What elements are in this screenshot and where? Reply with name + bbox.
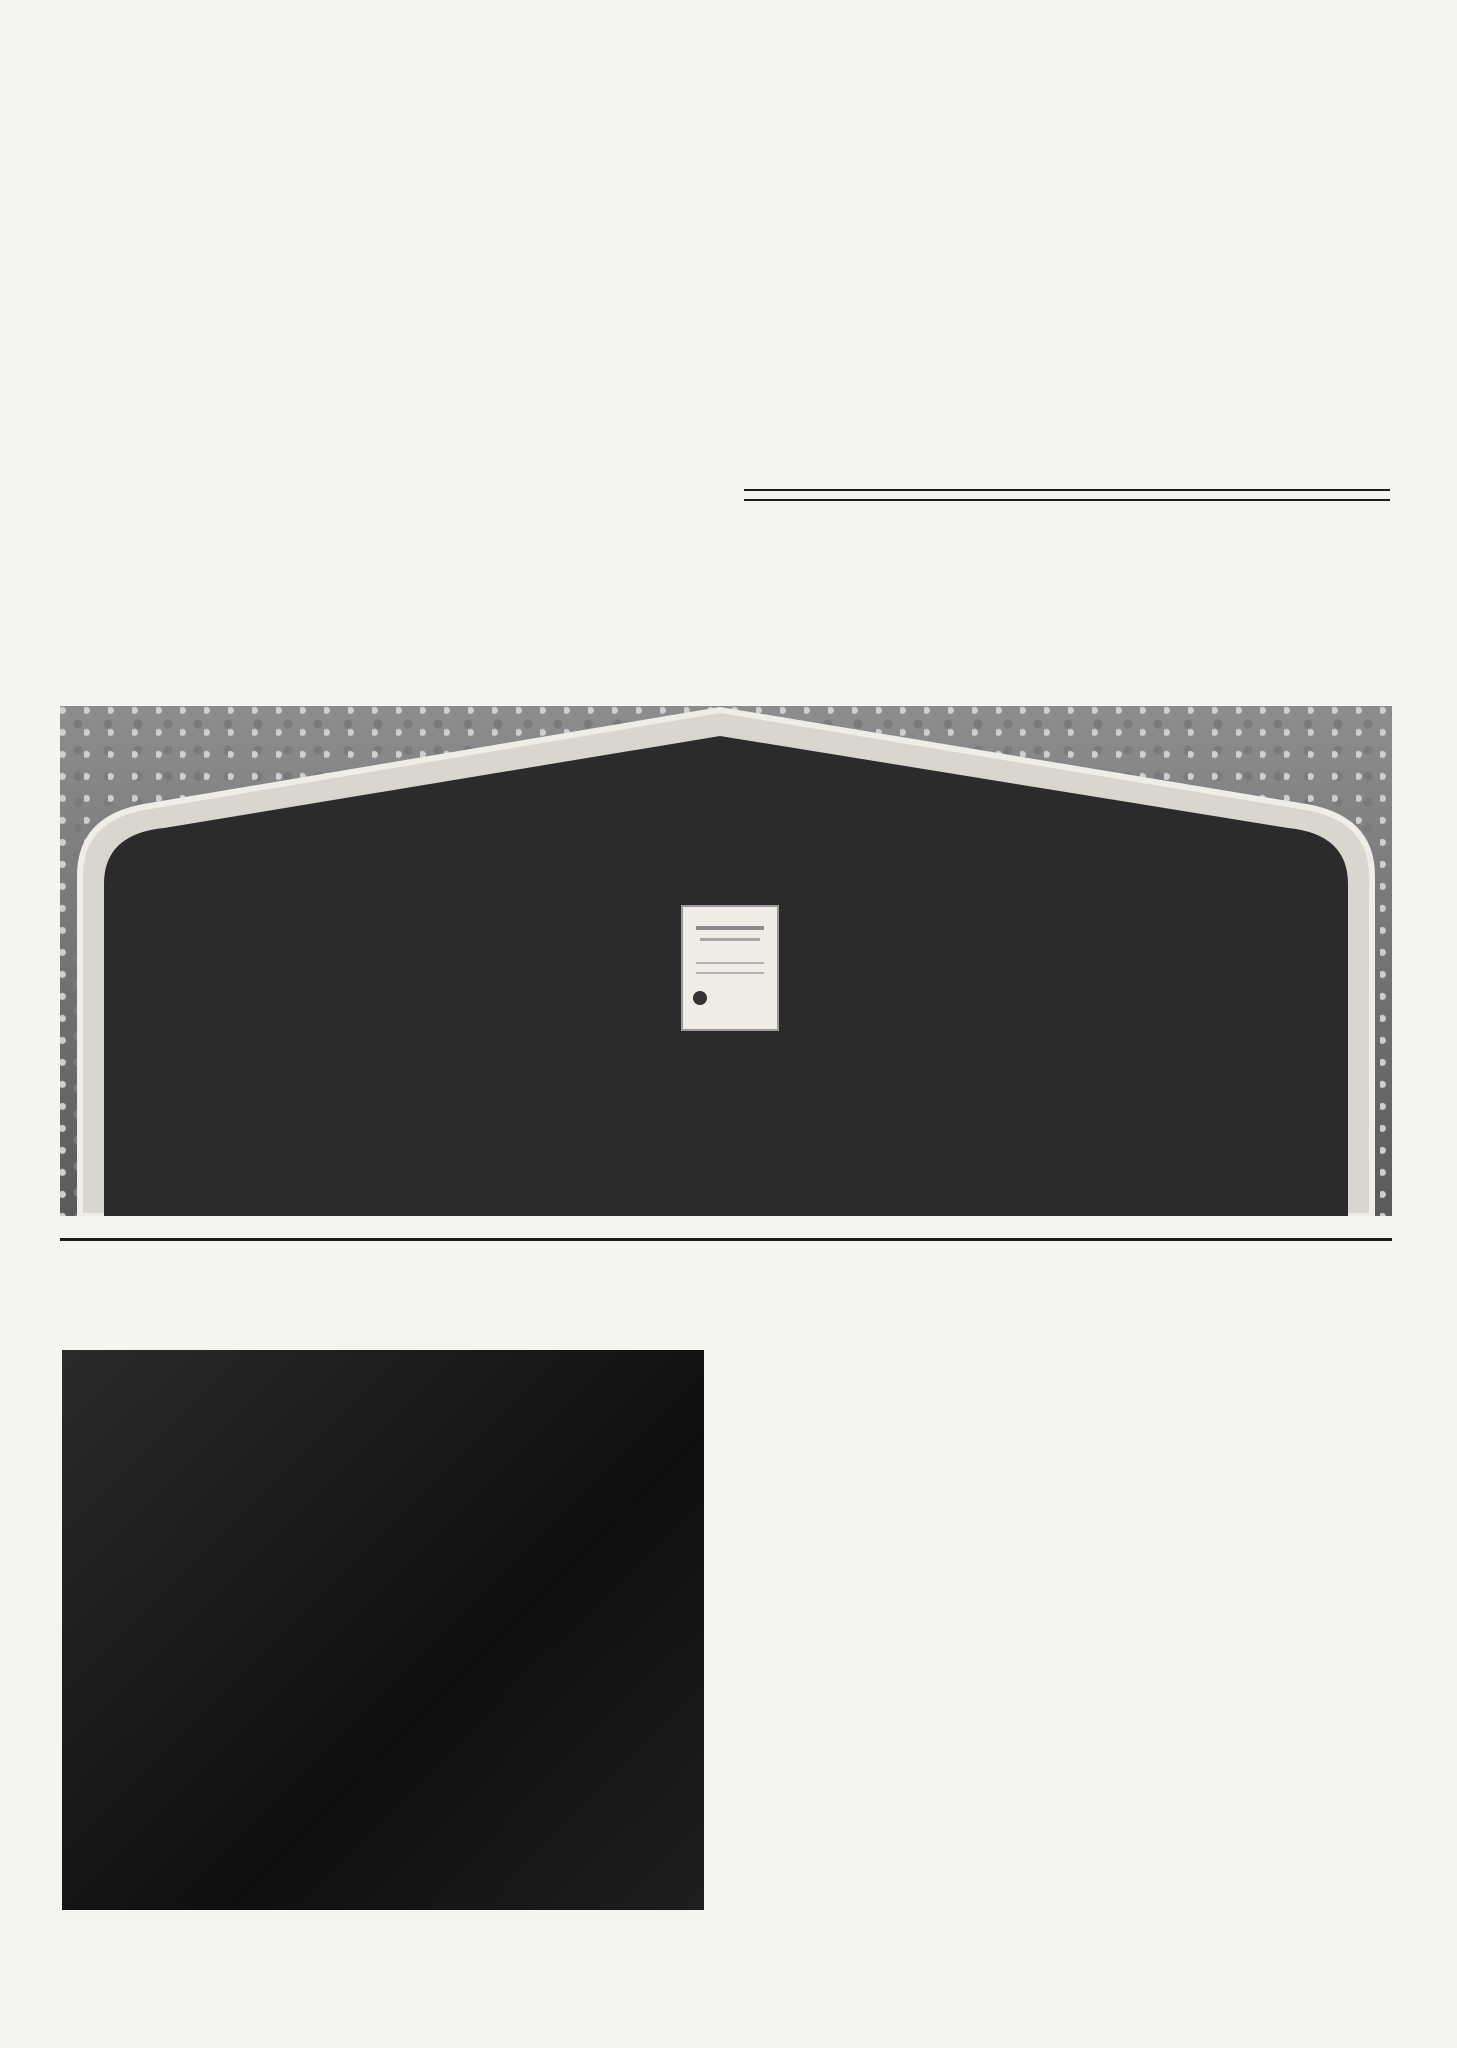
decorative-box-strip-bottom xyxy=(60,1930,1390,1960)
decorative-box-strip-top xyxy=(60,143,1390,173)
headline-divider-rule xyxy=(744,489,1390,491)
majorette-troupe-photo xyxy=(62,1350,704,1910)
headline-divider-rule xyxy=(744,499,1390,501)
certificate-line xyxy=(696,962,764,964)
article1-column-left xyxy=(62,386,702,394)
carvings-montage-image xyxy=(60,706,1392,1216)
display-board-photo xyxy=(60,706,1392,1216)
section-divider-rule xyxy=(60,1238,1392,1241)
majorettes-group-image xyxy=(62,1350,704,1910)
certificate-seal-icon xyxy=(693,991,707,1005)
certificate-line xyxy=(700,938,760,941)
certificate xyxy=(682,906,778,1030)
certificate-line xyxy=(696,972,764,974)
certificate-line xyxy=(696,926,764,930)
